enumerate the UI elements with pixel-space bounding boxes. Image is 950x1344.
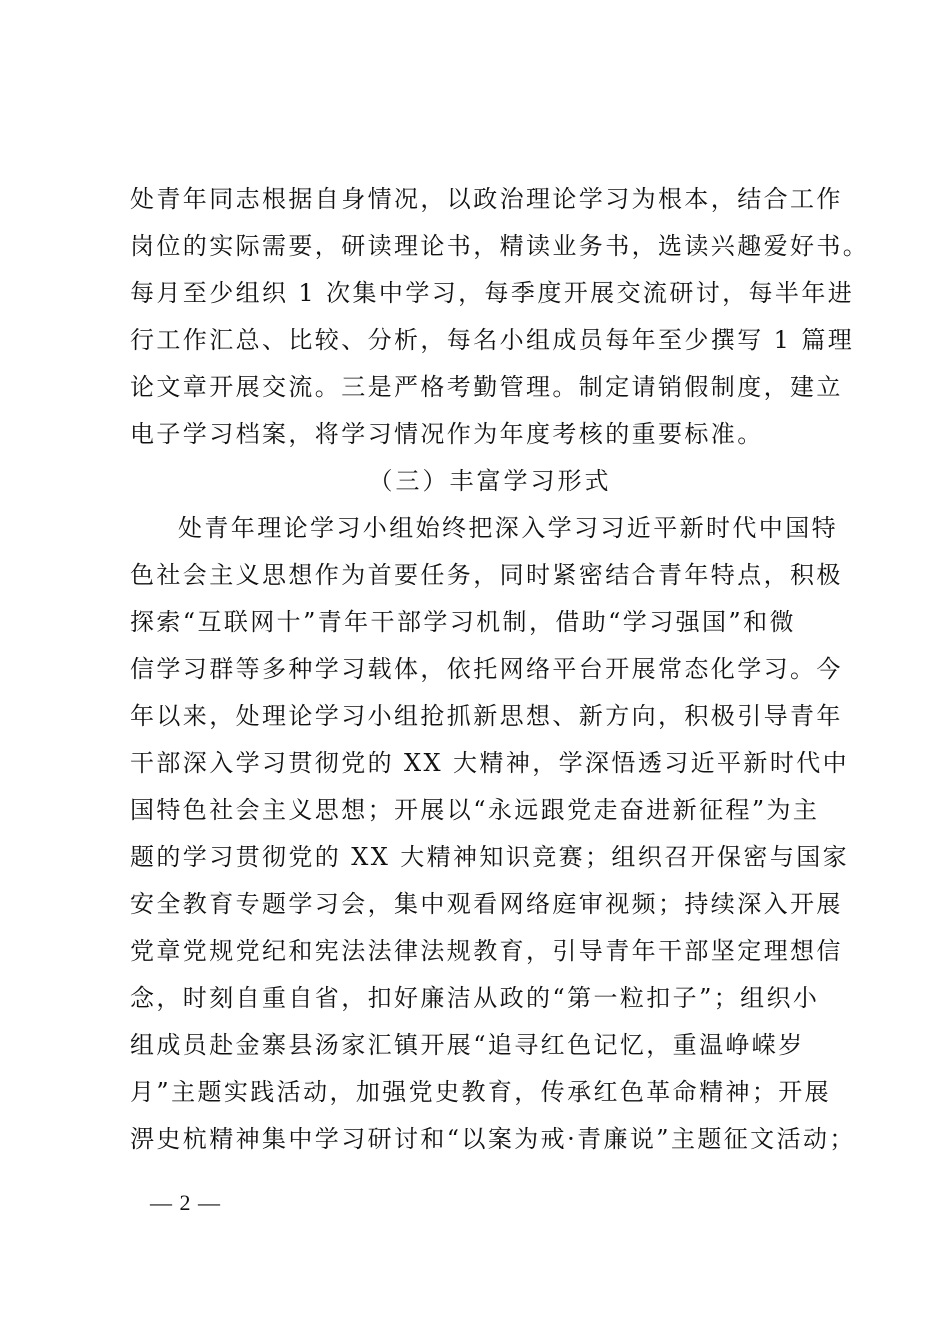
paragraph1-line-2: 岗位的实际需要，研读理论书，精读业务书，选读兴趣爱好书。 [130, 232, 870, 260]
paragraph1-line-4: 行工作汇总、比较、分析，每名小组成员每年至少撰写 1 篇理 [130, 326, 855, 354]
paragraph2-line-4: 信学习群等多种学习载体，依托网络平台开展常态化学习。今 [130, 655, 843, 683]
paragraph2-line-1: 处青年理论学习小组始终把深入学习习近平新时代中国特 [178, 514, 838, 542]
section-heading: （三）丰富学习形式 [368, 467, 612, 495]
paragraph1-line-3: 每月至少组织 1 次集中学习，每季度开展交流研讨，每半年进 [130, 279, 855, 307]
paragraph1-line-1: 处青年同志根据自身情况，以政治理论学习为根本，结合工作 [130, 185, 843, 213]
paragraph2-line-9: 安全教育专题学习会，集中观看网络庭审视频；持续深入开展 [130, 890, 843, 918]
paragraph2-line-6: 干部深入学习贯彻党的 XX 大精神，学深悟透习近平新时代中 [130, 749, 850, 777]
paragraph2-line-8: 题的学习贯彻党的 XX 大精神知识竞赛；组织召开保密与国家 [130, 843, 850, 871]
paragraph2-line-11: 念，时刻自重自省，扣好廉洁从政的“第一粒扣子”；组织小 [130, 984, 820, 1012]
paragraph1-line-6: 电子学习档案，将学习情况作为年度考核的重要标准。 [130, 420, 764, 448]
paragraph2-line-14: 淠史杭精神集中学习研讨和“以案为戒·青廉说”主题征文活动； [130, 1125, 856, 1153]
paragraph2-line-10: 党章党规党纪和宪法法律法规教育，引导青年干部坚定理想信 [130, 937, 843, 965]
paragraph2-line-5: 年以来，处理论学习小组抢抓新思想、新方向，积极引导青年 [130, 702, 843, 730]
page-number: — 2 — [150, 1190, 221, 1215]
paragraph2-line-3: 探索“互联网十”青年干部学习机制，借助“学习强国”和微 [130, 608, 796, 636]
document-body [130, 176, 870, 1163]
paragraph2-line-12: 组成员赴金寨县汤家汇镇开展“追寻红色记忆，重温峥嵘岁 [130, 1031, 805, 1059]
paragraph2-line-2: 色社会主义思想作为首要任务，同时紧密结合青年特点，积极 [130, 561, 843, 589]
paragraph2-line-13: 月”主题实践活动，加强党史教育，传承红色革命精神；开展 [130, 1078, 832, 1106]
paragraph1-line-5: 论文章开展交流。三是严格考勤管理。制定请销假制度，建立 [130, 373, 843, 401]
paragraph2-line-7: 国特色社会主义思想；开展以“永远跟党走奋进新征程”为主 [130, 796, 820, 824]
